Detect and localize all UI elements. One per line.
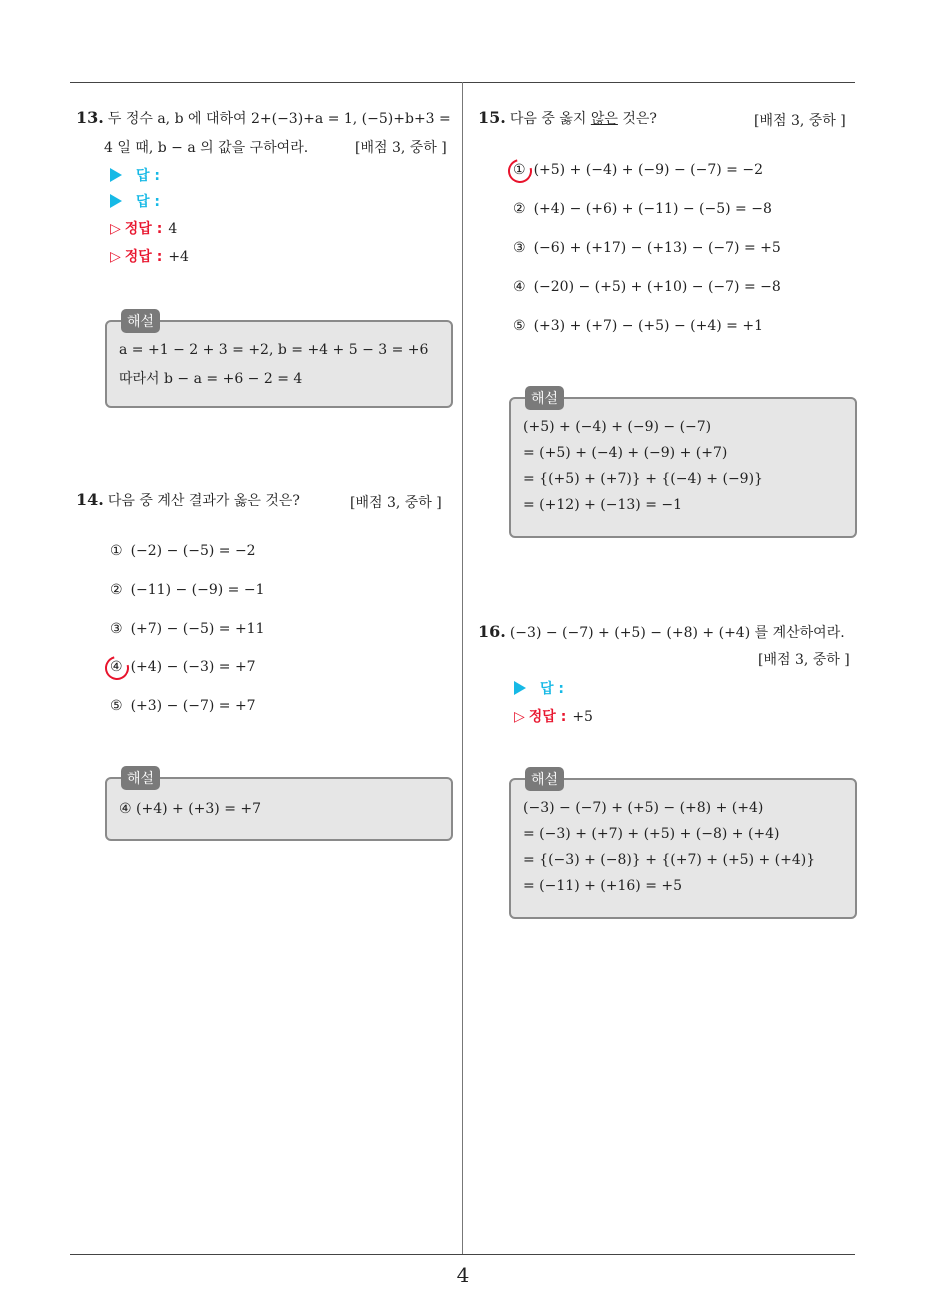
q14-text: 다음 중 계산 결과가 옳은 것은? — [107, 493, 300, 509]
explanation-line: = (+12) + (−13) = −1 — [523, 497, 683, 513]
q14-number: 14. — [76, 490, 104, 509]
bottom-rule — [70, 1254, 855, 1255]
q15-score: [배점 3, 중하 ] — [754, 113, 846, 129]
q14-choice[interactable]: ② (−11) − (−9) = −1 — [110, 582, 265, 598]
q15-explanation-box — [509, 391, 857, 538]
explanation-tag: 해설 — [525, 767, 564, 791]
triangle-outline-icon: ▷ — [110, 221, 121, 237]
explanation-line: = {(−3) + (−8)} + {(+7) + (+5) + (+4)} — [523, 852, 816, 868]
q14-choice[interactable]: ③ (+7) − (−5) = +11 — [110, 621, 265, 637]
q16-text: (−3) − (−7) + (+5) − (+8) + (+4) 를 계산하여라. — [509, 625, 845, 641]
q13-correct-2: ▷ 정답 : +4 — [110, 249, 189, 265]
q15-choice[interactable]: ④ (−20) − (+5) + (+10) − (−7) = −8 — [513, 279, 781, 295]
q13-text-line2: 4 일 때, b − a 의 값을 구하여라. — [104, 140, 309, 156]
explanation-line: = (−3) + (+7) + (+5) + (−8) + (+4) — [523, 826, 780, 842]
triangle-outline-icon: ▷ — [110, 249, 121, 265]
play-icon — [110, 194, 122, 208]
explanation-line: = (−11) + (+16) = +5 — [523, 878, 683, 894]
explanation-line: 따라서 b − a = +6 − 2 = 4 — [119, 371, 303, 387]
q14-question — [76, 487, 300, 514]
play-icon — [514, 681, 526, 695]
q16-correct: ▷ 정답 : +5 — [514, 709, 593, 725]
q13-score: [배점 3, 중하 ] — [355, 140, 447, 156]
explanation-line: (−3) − (−7) + (+5) − (+8) + (+4) — [523, 800, 764, 816]
explanation-line: = (+5) + (−4) + (−9) + (+7) — [523, 445, 728, 461]
q13-answer-2[interactable]: 답 : — [110, 191, 160, 211]
explanation-line: (+5) + (−4) + (−9) − (−7) — [523, 419, 712, 435]
q16-score: [배점 3, 중하 ] — [758, 652, 850, 668]
answer-circle-mark — [101, 652, 134, 685]
q14-choice[interactable]: ⑤ (+3) − (−7) = +7 — [110, 698, 256, 714]
play-icon — [110, 168, 122, 182]
q16-explanation-box — [509, 772, 857, 919]
q16-number: 16. — [478, 622, 506, 641]
q15-number: 15. — [478, 108, 506, 127]
q16-answer[interactable]: 답 : — [514, 678, 564, 698]
q13-number: 13. — [76, 108, 104, 127]
q13-text-line1: 두 정수 a, b 에 대하여 2+(−3)+a = 1, (−5)+b+3 = — [107, 111, 451, 127]
q16-question — [478, 619, 845, 646]
q15-choice-selected[interactable]: ① (+5) + (−4) + (−9) − (−7) = −2 — [513, 162, 763, 178]
q15-choice[interactable]: ③ (−6) + (+17) − (+13) − (−7) = +5 — [513, 240, 781, 256]
q15-choice[interactable]: ⑤ (+3) + (+7) − (+5) − (+4) = +1 — [513, 318, 763, 334]
explanation-tag: 해설 — [121, 766, 160, 790]
triangle-outline-icon: ▷ — [514, 709, 525, 725]
explanation-tag: 해설 — [525, 386, 564, 410]
q14-explanation-box — [105, 771, 453, 841]
explanation-line: ④ (+4) + (+3) = +7 — [119, 801, 262, 817]
q14-score: [배점 3, 중하 ] — [350, 495, 442, 511]
q14-choice-selected[interactable]: ④ (+4) − (−3) = +7 — [110, 659, 256, 675]
q15-choice[interactable]: ② (+4) − (+6) + (−11) − (−5) = −8 — [513, 201, 772, 217]
q13-question — [76, 105, 451, 132]
page-number: 4 — [456, 1263, 470, 1287]
q15-question: 15. 다음 중 옳지 않은 것은? — [478, 108, 657, 127]
q14-choice[interactable]: ① (−2) − (−5) = −2 — [110, 543, 256, 559]
answer-circle-mark — [504, 155, 537, 188]
column-divider — [462, 82, 463, 1254]
q13-correct-1: ▷ 정답 : 4 — [110, 221, 178, 237]
q13-answer-1[interactable]: 답 : — [110, 165, 160, 185]
explanation-tag: 해설 — [121, 309, 160, 333]
explanation-line: a = +1 − 2 + 3 = +2, b = +4 + 5 − 3 = +6 — [119, 342, 429, 358]
q13-explanation-box — [105, 314, 453, 408]
explanation-line: = {(+5) + (+7)} + {(−4) + (−9)} — [523, 471, 763, 487]
